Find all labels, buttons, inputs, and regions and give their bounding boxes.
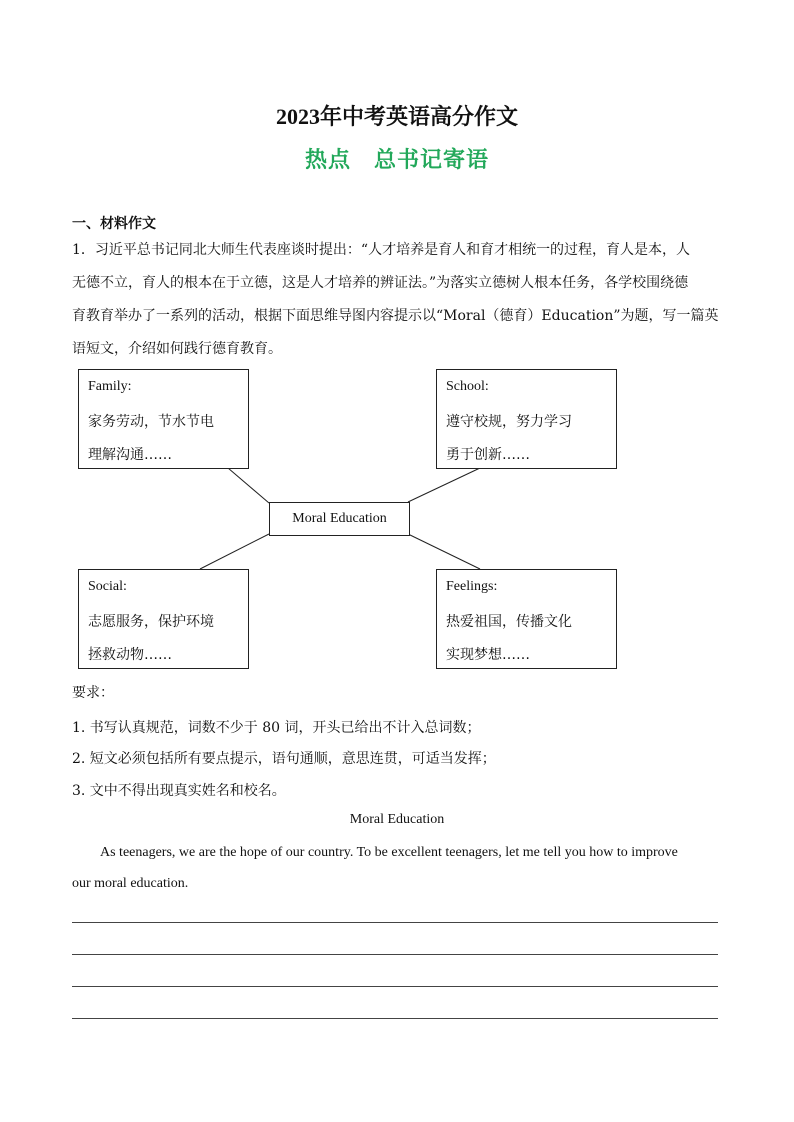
writing-line — [72, 986, 718, 987]
writing-line — [72, 1018, 718, 1019]
family-line-2: 理解沟通…… — [88, 447, 172, 463]
social-line-1: 志愿服务，保护环境 — [88, 614, 214, 630]
section-heading: 一、材料作文 — [72, 216, 156, 232]
feelings-line-1: 热爱祖国，传播文化 — [446, 614, 572, 630]
prompt-line: 无德不立，育人的根本在于立德，这是人才培养的辨证法。”为落实立德树人根本任务，各学校围绕德 — [72, 275, 689, 291]
connector-feelings — [408, 534, 480, 569]
essay-title: Moral Education — [349, 812, 445, 827]
requirement-item: 1. 书写认真规范，词数不少于 80 词，开头已给出不计入总词数； — [72, 720, 481, 736]
connector-social — [200, 534, 269, 569]
requirement-item: 2. 短文必须包括所有要点提示，语句通顺，意思连贯，可适当发挥； — [72, 751, 496, 767]
school-heading: School: — [446, 379, 489, 394]
prompt-line: 语短文，介绍如何践行德育教育。 — [72, 341, 282, 357]
prompt-line: 育教育举办了一系列的活动，根据下面思维导图内容提示以“Moral（德育）Education”为题，写一篇英 — [72, 308, 719, 324]
mindmap-center-box: Moral Education — [269, 502, 410, 536]
family-heading: Family: — [88, 379, 132, 394]
requirement-item: 3. 文中不得出现真实姓名和校名。 — [72, 783, 286, 799]
mindmap-school-box — [436, 369, 617, 469]
writing-line — [72, 922, 718, 923]
writing-line — [72, 954, 718, 955]
school-line-1: 遵守校规，努力学习 — [446, 414, 572, 430]
requirements-heading: 要求： — [72, 685, 114, 701]
social-line-2: 拯救动物…… — [88, 647, 172, 663]
mindmap-family-box — [78, 369, 249, 469]
feelings-heading: Feelings: — [446, 579, 498, 594]
page-subtitle: 热点 总书记寄语 — [304, 148, 489, 173]
page-title: 2023年中考英语高分作文 — [275, 104, 518, 129]
essay-opening-line-1: As teenagers, we are the hope of our country. To be excellent teenagers, let me tell you how to improve — [100, 845, 678, 860]
mindmap-feelings-box — [436, 569, 617, 669]
mindmap-social-box — [78, 569, 249, 669]
feelings-line-2: 实现梦想…… — [446, 647, 530, 663]
essay-opening-line-2: our moral education. — [72, 876, 189, 891]
family-line-1: 家务劳动，节水节电 — [88, 414, 214, 430]
connector-school — [408, 468, 480, 502]
school-line-2: 勇于创新…… — [446, 447, 530, 463]
social-heading: Social: — [88, 579, 127, 594]
prompt-line: 1．习近平总书记同北大师生代表座谈时提出：“人才培养是育人和育才相统一的过程，育人是本，人 — [72, 242, 691, 258]
connector-family — [228, 468, 269, 503]
